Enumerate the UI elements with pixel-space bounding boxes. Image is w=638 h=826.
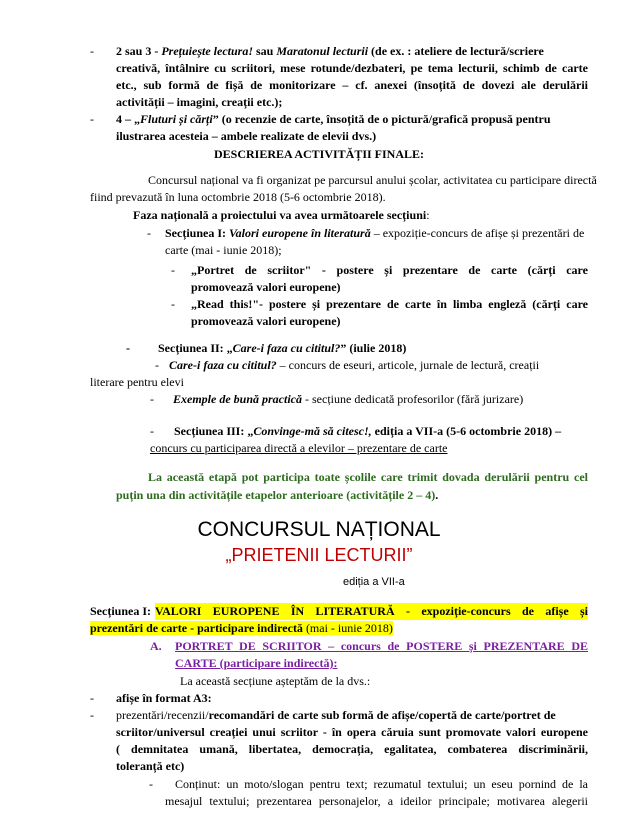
sec2-sub1-line2: literare pentru elevi	[90, 375, 184, 389]
list-dash: -	[90, 44, 94, 58]
item1-title-a: Prețuiește lectura!	[161, 44, 254, 58]
secI-bullet2-text: recomandări de carte sub formă de afișe/copertă de carte/portret de	[208, 708, 556, 722]
secI-participation: prezentări de carte - participare indirectă	[90, 621, 303, 635]
sec1-label: Secțiunea I:	[165, 226, 229, 240]
secI-sub-line1: Conținut: un moto/slogan pentru text; rezumatul textului; un eseu pornind de la	[175, 777, 588, 791]
secI-bullet2-line3: ( demnitatea umană, libertatea, democrația, egalitatea, combaterea discriminării,	[116, 742, 588, 756]
final-paragraph-line2: fiind prevazută în luna octombrie 2018 (5-6 octombrie 2018).	[90, 190, 386, 204]
secI-line1	[90, 603, 588, 620]
secI-bullet2-line2: scriitor/universul creației unui scriitor - în opera căruia sunt promovate valori europene	[116, 725, 588, 739]
list-dash: -	[155, 358, 159, 372]
sec2-sub1-desc: – concurs de eseuri, articole, jurnale de lectură, creații	[276, 358, 540, 372]
list-dash: -	[150, 424, 154, 438]
item2-number: 4 – „	[116, 112, 140, 126]
sec2-date: ” (iulie 2018)	[340, 341, 407, 355]
item1-line1	[116, 43, 588, 60]
secI-line2	[90, 620, 393, 637]
list-dash: -	[171, 297, 175, 311]
sec2-label: Secțiunea II: „	[158, 341, 233, 355]
secI-title: VALORI EUROPENE ÎN LITERATURĂ - expoziție-concurs de afișe și	[155, 604, 588, 618]
sec1-sub2-line1: „Read this!"- postere și prezentare de carte în limba engleză (cărți care	[191, 297, 588, 311]
list-dash: -	[90, 708, 94, 722]
sec2-title: Care-i faza cu cititul?	[232, 341, 341, 355]
sec1-sub2-line2: promovează valori europene)	[191, 314, 341, 328]
secI-A-label: A.	[150, 639, 162, 653]
faza-colon: :	[426, 208, 430, 222]
edition-label: ediția a VII-a	[343, 576, 405, 588]
sec1-line1	[165, 225, 584, 242]
sec2-sub2	[173, 391, 523, 408]
secI-bullet1: afișe în format A3:	[116, 691, 212, 705]
item2-line2: ilustrarea acesteia – ambele realizate de elevii dvs.)	[116, 129, 377, 143]
item1-desc: (de ex. : ateliere de lectură/scriere	[368, 44, 544, 58]
item2-line1	[116, 111, 551, 128]
sec3-line2: concurs cu participarea directă a elevilor – prezentare de carte	[150, 441, 448, 455]
secI-period: (mai - iunie 2018)	[302, 621, 393, 635]
sec1-line2: carte (mai - iunie 2018);	[165, 243, 282, 257]
sec1-sub1-line2: promovează valori europene)	[191, 280, 341, 294]
sec3-line1	[174, 423, 561, 440]
etapa-line2	[116, 487, 438, 504]
secI-A-note: La această secțiune așteptăm de la dvs.:	[180, 674, 371, 688]
sec1-desc: – expoziție-concurs de afișe și prezentări de	[370, 226, 585, 240]
sec2-sub2-title: Exemple de bună practică	[173, 392, 302, 406]
secI-bullet2-prefix: prezentări/recenzii/	[116, 708, 209, 722]
secI-sub-line2: mesajul textului; prezentarea personajelor, a ideilor principale; motivarea alegerii	[165, 794, 588, 808]
sec2-line1	[158, 340, 406, 357]
sec2-sub2-desc: - secțiune dedicată profesorilor (fără jurizare)	[302, 392, 524, 406]
sec2-sub1-title: Care-i faza cu cititul?	[169, 358, 277, 372]
etapa-line1: La această etapă pot participa toate școlile care trimit dovada derulării pentru cel	[148, 470, 588, 484]
sec1-title: Valori europene în literatură	[229, 226, 371, 240]
list-dash: -	[90, 112, 94, 126]
item1-line4: activității – imagini, creații etc.);	[116, 95, 283, 109]
final-heading: DESCRIEREA ACTIVITĂȚII FINALE:	[213, 147, 425, 161]
faza-nationala	[133, 207, 430, 224]
item1-number: 2 sau 3 -	[116, 44, 162, 58]
contest-title: CONCURSUL NAȚIONAL	[197, 518, 441, 541]
list-dash: -	[149, 777, 153, 791]
item2-title: Fluturi și cărți	[140, 112, 213, 126]
etapa-activities: puțin una din activitățile etapelor anterioare (activitățile 2 – 4)	[116, 488, 436, 502]
secI-bullet2-line1	[116, 707, 556, 724]
secI-A-line1: PORTRET DE SCRIITOR – concurs de POSTERE și PREZENTARE DE	[175, 639, 588, 653]
contest-name: „PRIETENII LECTURII”	[225, 545, 413, 565]
item1-title-b: Maratonul lecturii	[276, 44, 369, 58]
item1-or: sau	[253, 44, 277, 58]
sec3-label: Secțiunea III: „	[174, 424, 254, 438]
list-dash: -	[150, 392, 154, 406]
item2-desc: ” (o recenzie de carte, însoțită de o pictură/grafică propusă pentru	[212, 112, 551, 126]
sec1-sub1-line1: „Portret de scriitor" - postere și prezentare de carte (cărți care	[191, 263, 588, 277]
list-dash: -	[126, 341, 130, 355]
final-paragraph-line1: Concursul național va fi organizat pe parcursul anului școlar, activitatea cu participare directă	[148, 173, 597, 187]
item1-line3: etc., sub formă de fișă de monitorizare – cf. anexei (însoțită de dovezi ale derulării	[116, 78, 588, 92]
sec2-sub1	[169, 357, 539, 374]
list-dash: -	[171, 263, 175, 277]
secI-A-line2: CARTE (participare indirectă):	[175, 656, 338, 670]
list-dash: -	[147, 226, 151, 240]
sec3-title: Convinge-mă să citesc!,	[253, 424, 372, 438]
etapa-period: .	[435, 488, 439, 502]
secI-bullet2-line4: toleranță etc)	[116, 759, 185, 773]
item1-line2: creativă, întâlnire cu scriitori, mese rotunde/dezbateri, pe tema lecturii, schimb de carte	[116, 61, 588, 75]
sec3-desc: ediția a VII-a (5-6 octombrie 2018) –	[371, 424, 562, 438]
secI-label: Secțiunea I:	[90, 604, 151, 618]
faza-label: Faza națională a proiectului va avea următoarele secțiuni	[133, 208, 427, 222]
list-dash: -	[90, 691, 94, 705]
